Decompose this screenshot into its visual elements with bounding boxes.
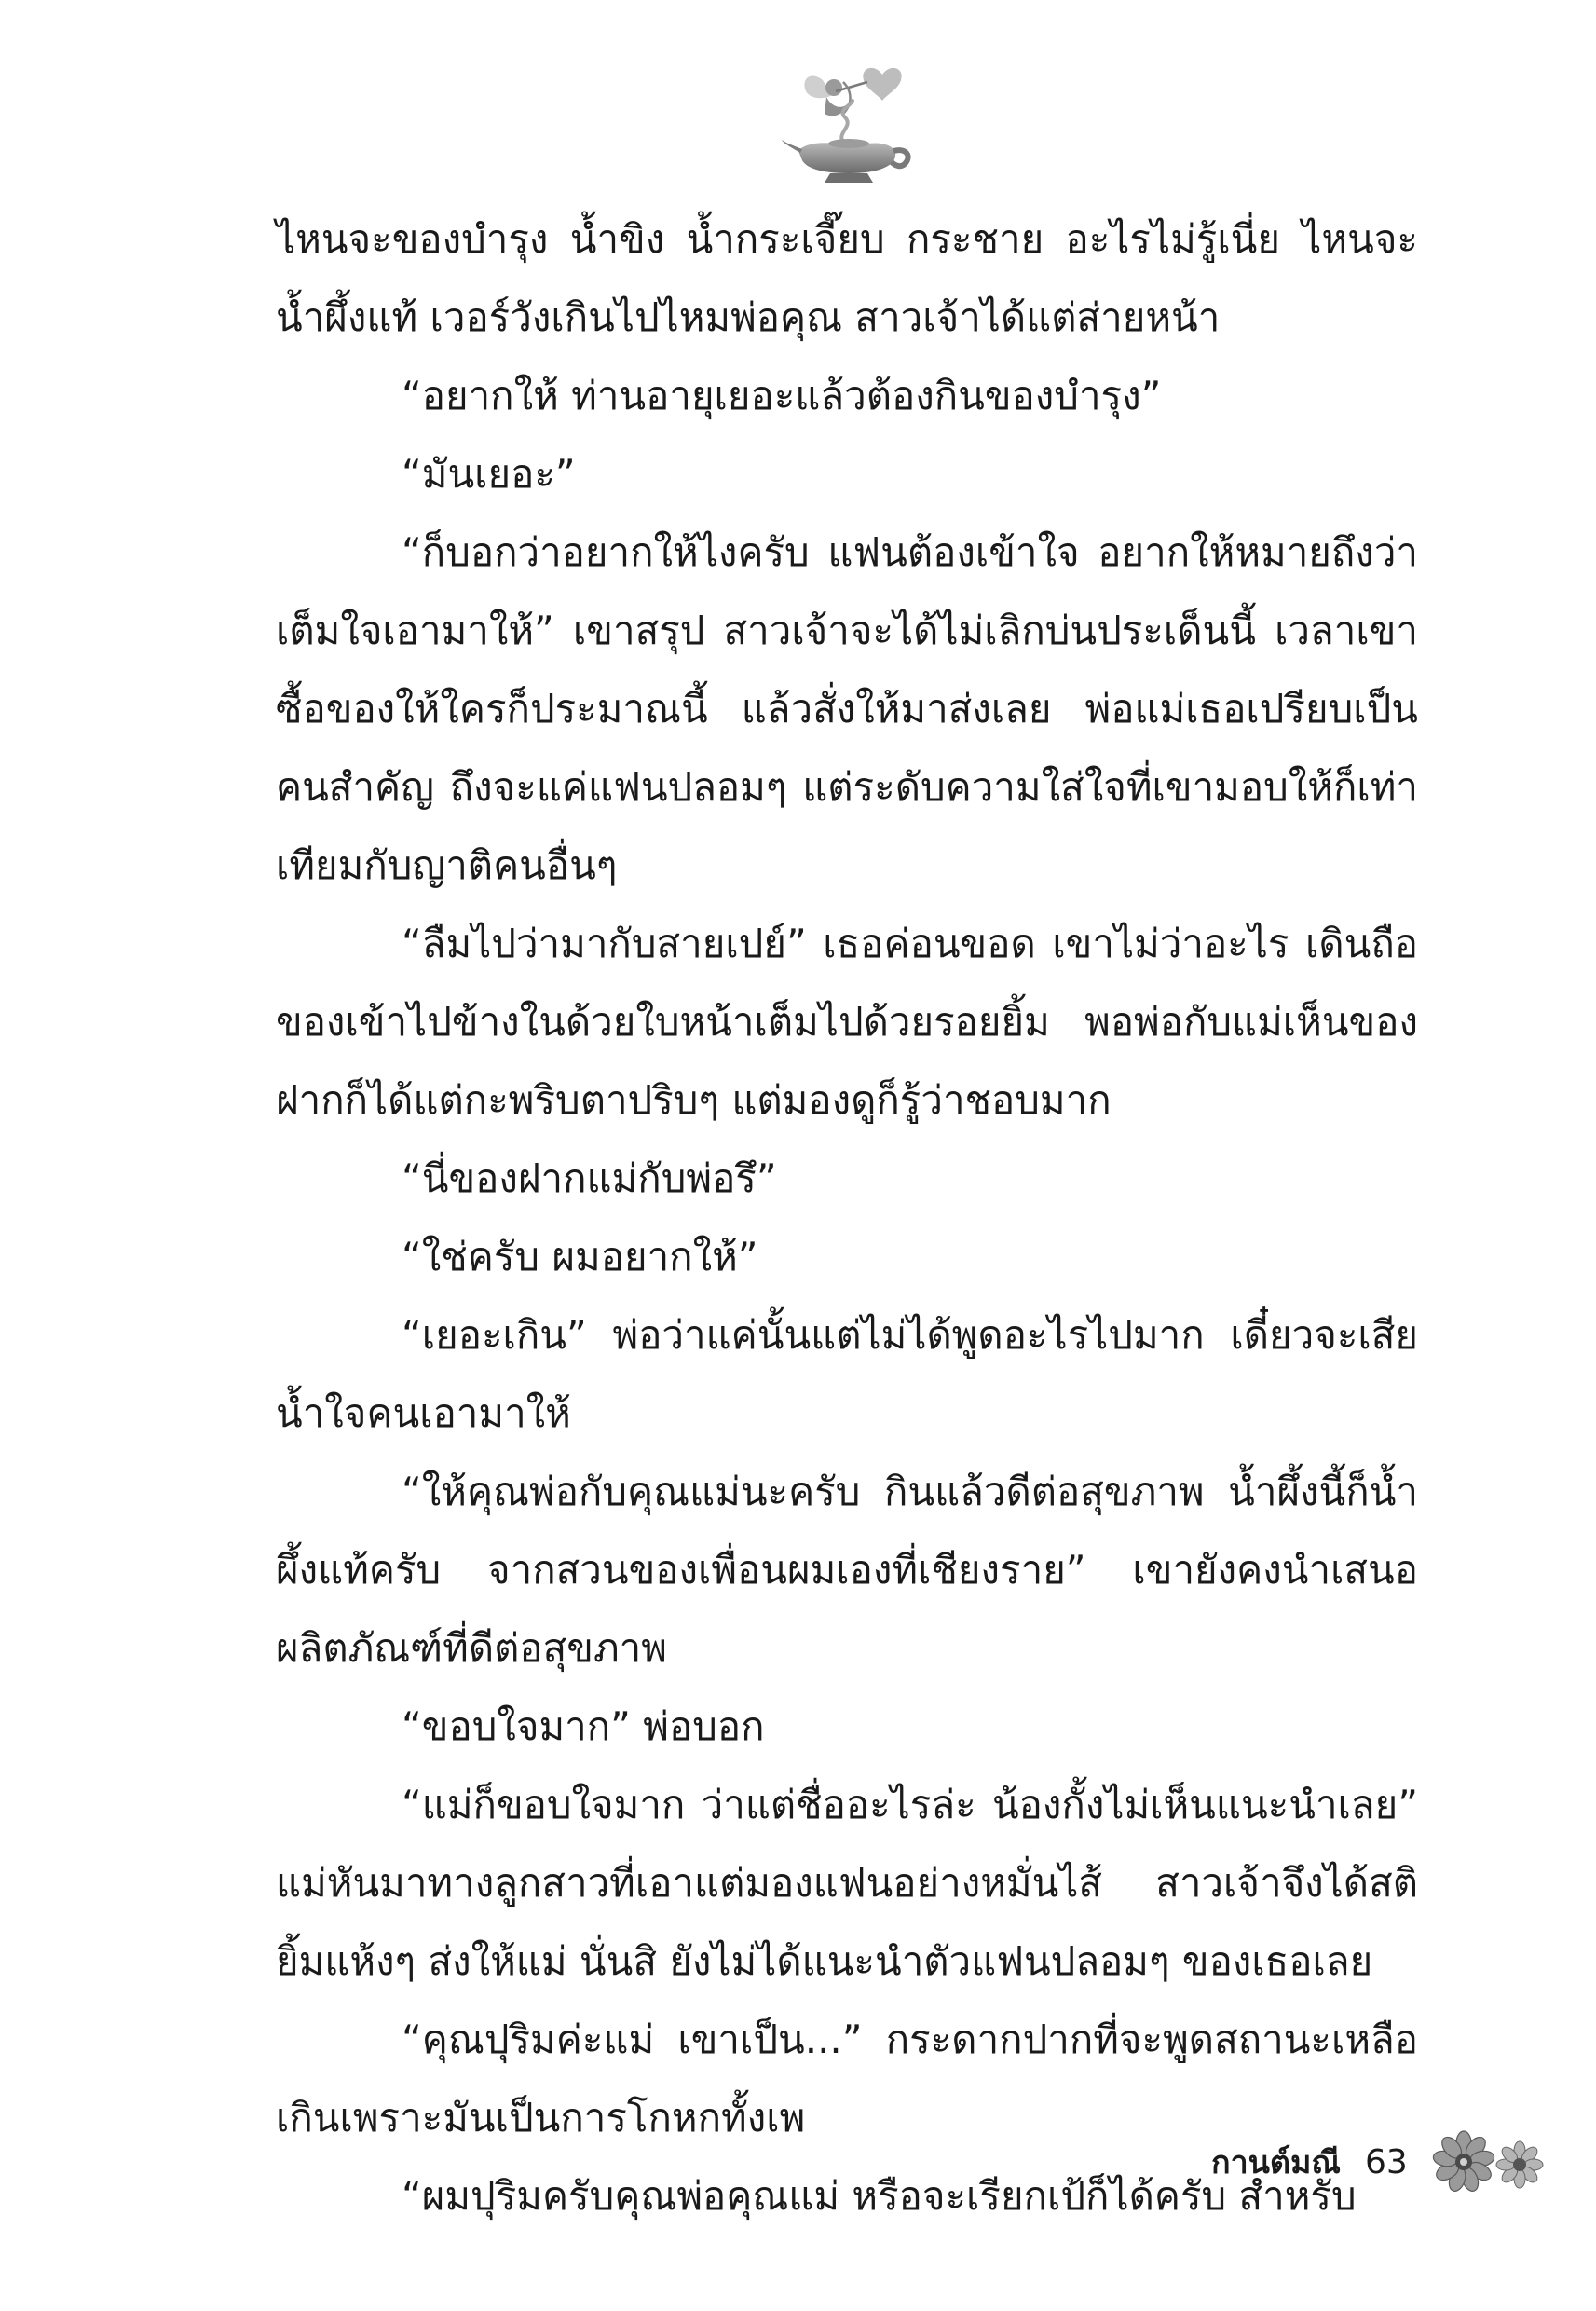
- paragraph: “อยากให้ ท่านอายุเยอะแล้วต้องกินของบำรุง”: [402, 373, 1162, 418]
- page-number: 63: [1364, 2142, 1408, 2181]
- paragraph: “ลืมไปว่ามากับสายเปย์” เธอค่อนขอด เขาไม่ว่าอะไร เดินถือของเข้าไปข้างในด้วยใบหน้าเต็มไปด้วยรอยยิ้ม พอพ่อกับแม่เห็นของฝากก็ได้แต่กะพริบตาปริบๆ แต่มองดูก็รู้ว่าชอบมาก: [276, 921, 1418, 1123]
- paragraph: “ใช่ครับ ผมอยากให้”: [402, 1234, 758, 1279]
- flower-icon: [1428, 2129, 1559, 2195]
- paragraph: “คุณปุริมค่ะแม่ เขาเป็น...” กระดากปากที่จะพูดสถานะเหลือเกินเพราะมันเป็นการโกหกทั้งเพ: [276, 2017, 1418, 2140]
- running-footer-title: กานต์มณี: [1211, 2144, 1341, 2181]
- paragraph: “ให้คุณพ่อกับคุณแม่นะครับ กินแล้วดีต่อสุขภาพ น้ำผึ้งนี้ก็น้ำผึ้งแท้ครับ จากสวนของเพื่อนผมเองที่เชียงราย” เขายังคงนำเสนอผลิตภัณฑ์ที่ดีต่อสุขภาพ: [276, 1469, 1418, 1671]
- paragraph: “ก็บอกว่าอยากให้ไงครับ แฟนต้องเข้าใจ อยากให้หมายถึงว่าเต็มใจเอามาให้” เขาสรุป สาวเจ้าจะได้ไม่เลิกบ่นประเด็นนี้ เวลาเขาซื้อของให้ใครก็ประมาณนี้ แล้วสั่งให้มาส่งเลย พ่อแม่เธอเปรียบเป็นคนสำคัญ ถึงจะแค่แฟนปลอมๆ แต่ระดับความใส่ใจที่เขามอบให้ก็เท่าเทียมกับญาติคนอื่นๆ: [276, 529, 1418, 888]
- paragraph: “นี่ของฝากแม่กับพ่อรึ”: [402, 1156, 777, 1201]
- paragraph: “แม่ก็ขอบใจมาก ว่าแต่ชื่ออะไรล่ะ น้องกั้งไม่เห็นแนะนำเลย” แม่หันมาทางลูกสาวที่เอาแต่มองแฟนอย่างหมั่นไส้ สาวเจ้าจึงได้สติยิ้มแห้งๆ ส่งให้แม่ นั่นสิ ยังไม่ได้แนะนำตัวแฟนปลอมๆ ของเธอเลย: [276, 1782, 1418, 1984]
- paragraph: ไหนจะของบำรุง น้ำขิง น้ำกระเจี๊ยบ กระชาย อะไรไม่รู้เนี่ย ไหนจะน้ำผึ้งแท้ เวอร์วังเกินไปไหมพ่อคุณ สาวเจ้าได้แต่ส่ายหน้า: [276, 216, 1418, 340]
- body-text: [276, 200, 1418, 2236]
- page-footer: [1211, 2129, 1559, 2195]
- paragraph: “ขอบใจมาก” พ่อบอก: [402, 1703, 765, 1749]
- cupid-teapot-icon: [778, 54, 918, 194]
- paragraph: “ผมปุริมครับคุณพ่อคุณแม่ หรือจะเรียกเป้ก็ได้ครับ สำหรับ: [402, 2173, 1357, 2219]
- paragraph: “มันเยอะ”: [402, 451, 576, 497]
- paragraph: “เยอะเกิน” พ่อว่าแค่นั้นแต่ไม่ได้พูดอะไรไปมาก เดี๋ยวจะเสียน้ำใจคนเอามาให้: [276, 1312, 1418, 1436]
